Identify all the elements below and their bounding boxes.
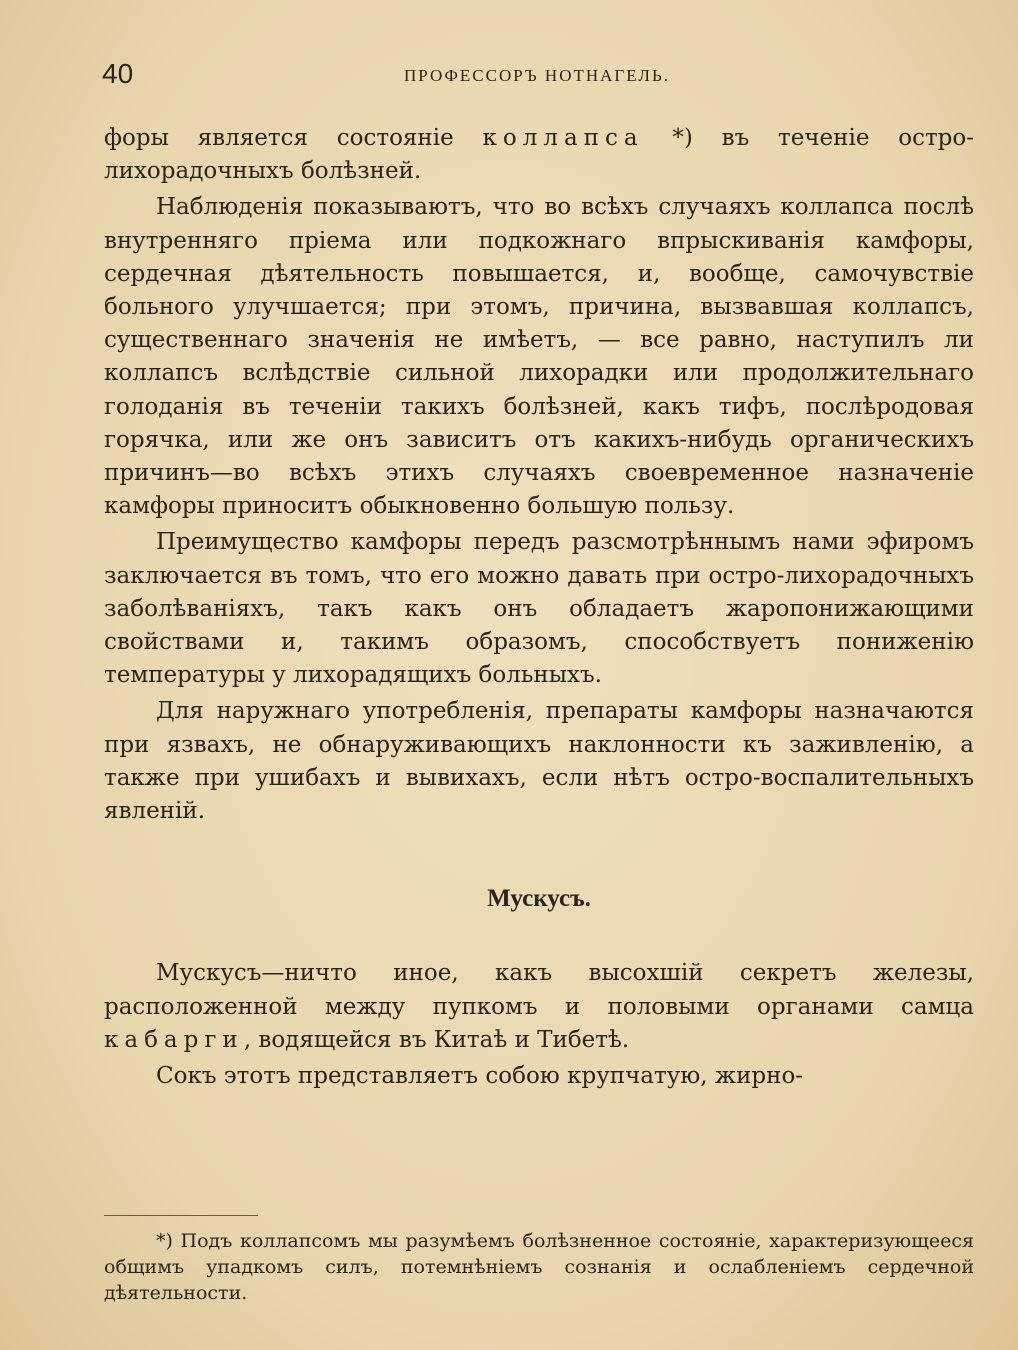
- paragraph-5-part-b: , водящейся въ Китаѣ и Тибетѣ.: [243, 1026, 630, 1053]
- paragraph-continuation: [104, 122, 974, 188]
- body-text: [104, 122, 974, 1096]
- spaced-term-musk-deer: кабарги: [104, 1026, 244, 1053]
- paragraph-observations: Наблюденiя показываютъ, что во всѣхъ случаяхъ коллапса послѣ внутренняго прiема или подкожнаго впрыскиванiя камфоры, сердечная дѣятельность повышается, и, вообще, самочувствiе больного улучшается; при этомъ, причина, вызвавшая коллапсъ, существеннаго значенiя не имѣетъ, — все равно, наступилъ ли коллапсъ вслѣдствiе сильной лихорадки или продолжительнаго голоданiя въ теченiи такихъ болѣзней, какъ тифъ, послѣродовая горячка, или же онъ зависитъ отъ какихъ-нибудь органическихъ причинъ—во всѣхъ этихъ случаяхъ своевременное назначенiе камфоры приноситъ обыкновенно большую пользу.: [104, 194, 974, 520]
- footnote-text: *) Подъ коллапсомъ мы разумѣемъ болѣзненное состоянiе, характеризующееся общимъ упадкомъ силъ, потемнѣнiемъ сознанiя и ослабленiемъ сердечной дѣятельности.: [104, 1230, 974, 1304]
- section-heading: Мускусъ.: [487, 885, 591, 913]
- paragraph-advantage: Преимущество камфоры передъ разсмотрѣннымъ нами эфиромъ заключается въ томъ, что его можно давать при остро-лихорадочныхъ заболѣванiяхъ, такъ какъ онъ обладаетъ жаропонижающими свойствами и, такимъ образомъ, способствуетъ пониженiю температуры у лихорадящихъ больныхъ.: [104, 529, 974, 689]
- page-header: [102, 58, 972, 98]
- footnote: [104, 1228, 974, 1306]
- paragraph-musk: [104, 957, 974, 1057]
- spaced-term-collapse: коллапса: [482, 125, 644, 151]
- paragraph-1-part-b: *) въ теченiе остро-лихорадочныхъ болѣзней.: [104, 125, 975, 185]
- running-head: ПРОФЕССОРЪ НОТНАГЕЛЬ.: [404, 66, 670, 85]
- paragraph-juice: Сокъ этотъ представляетъ собою крупчатую, жирно-: [156, 1063, 804, 1090]
- paragraph-5-part-a: Мускусъ—ничто иное, какъ высохшiй секретъ железы, расположенной между пупкомъ и половыми органами самца: [104, 960, 974, 1020]
- page-number: 40: [102, 58, 134, 89]
- paragraph-external-use: Для наружнаго употребленiя, препараты камфоры назначаются при язвахъ, не обнаруживающихъ наклонности къ заживленiю, а также при ушибахъ и вывихахъ, если нѣтъ остро-воспалительныхъ явленiй.: [104, 698, 974, 825]
- footnote-divider: [104, 1215, 258, 1216]
- paragraph-1-part-a: форы является состоянiе: [104, 125, 454, 151]
